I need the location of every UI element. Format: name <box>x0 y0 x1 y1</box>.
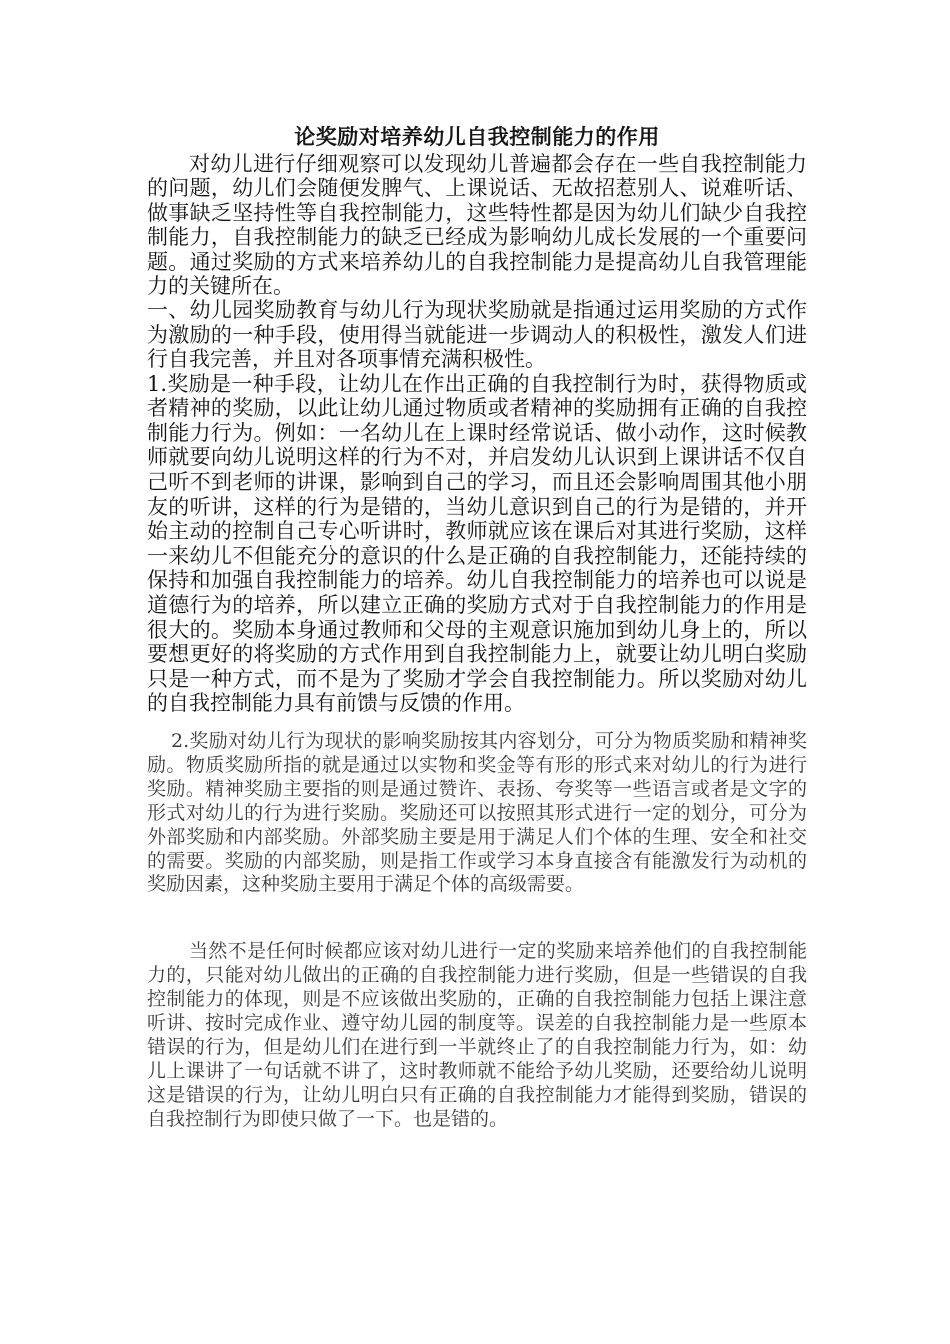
document-body <box>147 122 807 1131</box>
paragraph-intro: 对幼儿进行仔细观察可以发现幼儿普遍都会存在一些自我控制能力的问题，幼儿们会随便发脾气、上课说话、无故招惹别人、说难听话、做事缺乏坚持性等自我控制能力，这些特性都是因为幼儿们缺少自我控制能力，自我控制能力的缺乏已经成为影响幼儿成长发展的一个重要问题。通过奖励的方式来培养幼儿的自我控制能力是提高幼儿自我管理能力的关键所在。 <box>147 152 807 299</box>
paragraph-point-two: 2.奖励对幼儿行为现状的影响奖励按其内容划分，可分为物质奖励和精神奖励。物质奖励所指的就是通过以实物和奖金等有形的形式来对幼儿的行为进行奖励。精神奖励主要指的则是通过赞许、表扬、夸奖等一些语言或者是文字的形式对幼儿的行为进行奖励。奖励还可以按照其形式进行一定的划分，可分为外部奖励和内部奖励。外部奖励主要是用于满足人们个体的生理、安全和社交的需要。奖励的内部奖励，则是指工作或学习本身直接含有能激发行为动机的奖励因素，这种奖励主要用于满足个体的高级需要。 <box>147 729 807 896</box>
paragraph-section-one: 一、幼儿园奖励教育与幼儿行为现状奖励就是指通过运用奖励的方式作为激励的一种手段，使用得当就能进一步调动人的积极性，激发人们进行自我完善，并且对各项事情充满积极性。 <box>147 298 807 372</box>
document-title: 论奖励对培养幼儿自我控制能力的作用 <box>294 125 660 149</box>
paragraph-point-one: 1.奖励是一种手段，让幼儿在作出正确的自我控制行为时，获得物质或者精神的奖励，以此让幼儿通过物质或者精神的奖励拥有正确的自我控制能力行为。例如：一名幼儿在上课时经常说话、做小动作，这时候教师就要向幼儿说明这样的行为不对，并启发幼儿认识到上课讲话不仅自己听不到老师的讲课，影响到自己的学习，而且还会影响周围其他小朋友的听讲，这样的行为是错的，当幼儿意识到自己的行为是错的，并开始主动的控制自己专心听讲时，教师就应该在课后对其进行奖励，这样一来幼儿不但能充分的意识的什么是正确的自我控制能力，还能持续的保持和加强自我控制能力的培养。幼儿自我控制能力的培养也可以说是道德行为的培养，所以建立正确的奖励方式对于自我控制能力的作用是很大的。奖励本身通过教师和父母的主观意识施加到幼儿身上的，所以要想更好的将奖励的方式作用到自我控制能力上，就要让幼儿明白奖励只是一种方式，而不是为了奖励才学会自我控制能力。所以奖励对幼儿的自我控制能力具有前馈与反馈的作用。 <box>147 371 807 716</box>
paragraph-conclusion: 当然不是任何时候都应该对幼儿进行一定的奖励来培养他们的自我控制能力的，只能对幼儿做出的正确的自我控制能力进行奖励，但是一些错误的自我控制能力的体现，则是不应该做出奖励的，正确的自我控制能力包括上课注意听讲、按时完成作业、遵守幼儿园的制度等。误差的自我控制能力是一些原本错误的行为，但是幼儿们在进行到一半就终止了的自我控制能力行为，如：幼儿上课讲了一句话就不讲了，这时教师就不能给予幼儿奖励，还要给幼儿说明这是错误的行为，让幼儿明白只有正确的自我控制能力才能得到奖励，错误的自我控制行为即使只做了一下。也是错的。 <box>147 940 807 1131</box>
